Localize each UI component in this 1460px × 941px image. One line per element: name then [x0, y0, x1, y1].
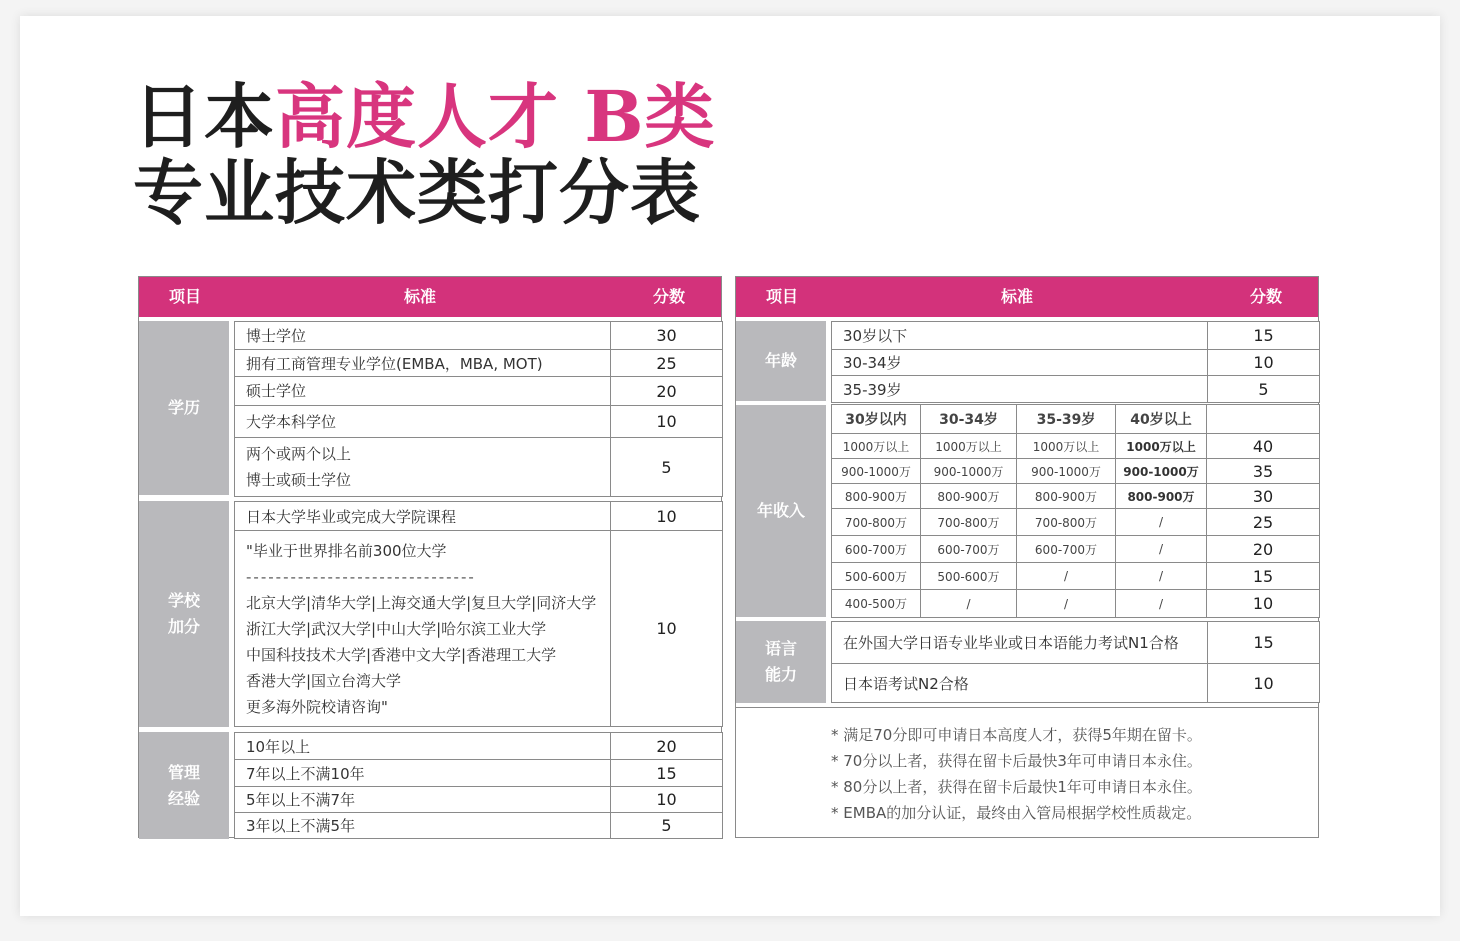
- age-band-header: 35-39岁: [1017, 405, 1116, 433]
- score-cell: 5: [1258, 379, 1269, 399]
- school-group: [234, 501, 723, 727]
- standard-cell: 10年以上: [235, 733, 611, 759]
- score-cell: 10: [656, 506, 677, 526]
- income-cell: /: [1017, 590, 1116, 617]
- table-row: [832, 322, 1319, 349]
- header-item: 项目: [168, 287, 202, 306]
- score-cell: 40: [1252, 436, 1274, 456]
- income-cell: 900-1000万: [1017, 459, 1116, 483]
- score-cell: 20: [656, 736, 677, 756]
- age-band-header: 30-34岁: [921, 405, 1017, 433]
- section-age: 年龄: [736, 321, 826, 401]
- income-cell: 600-700万: [832, 536, 921, 562]
- income-row: [832, 483, 1319, 508]
- table-row: [832, 349, 1319, 375]
- income-row: [832, 589, 1319, 617]
- income-cell: /: [1116, 563, 1207, 589]
- income-cell: 500-600万: [832, 563, 921, 589]
- income-row: [832, 508, 1319, 535]
- notes-area: [736, 707, 1318, 839]
- section-annual-income: 年收入: [736, 405, 826, 617]
- score-cell: 35: [1252, 461, 1274, 481]
- page-title-line2: 专业技术类打分表: [133, 151, 701, 234]
- income-cell: 1000万以上: [1017, 434, 1116, 458]
- section-education: 学历: [139, 321, 229, 495]
- score-cell: 25: [656, 353, 677, 373]
- income-row: [832, 433, 1319, 458]
- score-cell: 10: [1253, 673, 1274, 693]
- header-standard: 标准: [1000, 287, 1034, 306]
- left-table-header: [139, 277, 721, 317]
- standard-cell: 拥有工商管理专业学位(EMBA，MBA, MOT): [235, 350, 611, 376]
- section-school-bonus: 学校 加分: [139, 501, 229, 727]
- table-row: [235, 759, 722, 786]
- income-cell: /: [1116, 536, 1207, 562]
- table-row: [235, 530, 722, 726]
- score-cell: 5: [661, 816, 672, 835]
- title-prefix: 日本: [133, 75, 275, 158]
- table-row: [235, 405, 722, 437]
- table-row: [832, 622, 1319, 663]
- income-row: [832, 562, 1319, 589]
- income-header-row: [832, 405, 1319, 433]
- standard-cell: "毕业于世界排名前300位大学 ------------------------------- 北京大学|清华大学|上海交通大学|复旦大学|同济大学 浙江大学|武汉大学|中山大学|哈尔滨工业大学 中国科技技术大学|香港中文大学|香港理工大学 香港大学|国立台湾大学 更多海外院校请咨询": [235, 531, 611, 726]
- income-cell: 1000万以上: [1116, 434, 1207, 458]
- income-cell: 600-700万: [1017, 536, 1116, 562]
- score-cell: 20: [656, 381, 677, 401]
- standard-cell: 日本大学毕业或完成大学院课程: [235, 502, 611, 530]
- table-row: [235, 322, 722, 349]
- education-group: [234, 321, 723, 497]
- empty-cell: [1207, 405, 1319, 433]
- note-line: * 80分以上者，获得在留卡后最快1年可申请日本永住。: [831, 778, 1202, 796]
- right-table-header: [736, 277, 1318, 317]
- score-cell: 10: [1253, 353, 1274, 372]
- standard-cell: 30-34岁: [832, 350, 1208, 375]
- header-score: 分数: [652, 287, 686, 306]
- standard-cell: 两个或两个以上 博士或硕士学位: [235, 438, 611, 496]
- score-cell: 15: [1252, 566, 1274, 586]
- income-cell: /: [1116, 590, 1207, 617]
- score-cell: 30: [1252, 486, 1274, 506]
- age-band-header: 40岁以上: [1116, 405, 1207, 433]
- table-row: [235, 376, 722, 405]
- note-line: * 满足70分即可申请日本高度人才，获得5年期在留卡。: [831, 726, 1202, 744]
- note-line: * EMBA的加分认证，最终由入管局根据学校性质裁定。: [831, 804, 1202, 822]
- score-cell: 15: [1253, 326, 1274, 345]
- section-language-ability: 语言 能力: [736, 621, 826, 703]
- experience-group: [234, 732, 723, 839]
- score-cell: 5: [661, 457, 672, 477]
- income-cell: 800-900万: [1017, 484, 1116, 508]
- standard-cell: 30岁以下: [832, 322, 1208, 349]
- table-row: [235, 349, 722, 376]
- income-cell: /: [921, 590, 1017, 617]
- income-cell: /: [1017, 563, 1116, 589]
- income-row: [832, 458, 1319, 483]
- table-row: [235, 733, 722, 759]
- age-band-header: 30岁以内: [832, 405, 921, 433]
- standard-cell: 35-39岁: [832, 376, 1208, 402]
- income-cell: 900-1000万: [832, 459, 921, 483]
- income-cell: 900-1000万: [1116, 459, 1207, 483]
- table-row: [235, 812, 722, 838]
- page-title-line1: [133, 75, 716, 158]
- income-cell: /: [1116, 509, 1207, 535]
- standard-cell: 7年以上不满10年: [235, 760, 611, 786]
- income-cell: 500-600万: [921, 563, 1017, 589]
- income-cell: 700-800万: [1017, 509, 1116, 535]
- standard-cell: 大学本科学位: [235, 406, 611, 437]
- table-row: [235, 502, 722, 530]
- income-cell: 1000万以上: [832, 434, 921, 458]
- header-item: 项目: [765, 287, 799, 306]
- language-group: [831, 621, 1320, 703]
- standard-cell: 5年以上不满7年: [235, 787, 611, 812]
- score-cell: 10: [1252, 594, 1274, 613]
- income-cell: 700-800万: [832, 509, 921, 535]
- header-standard: 标准: [403, 287, 437, 306]
- income-row: [832, 535, 1319, 562]
- section-management-experience: 管理 经验: [139, 732, 229, 839]
- income-grid: [831, 404, 1320, 618]
- score-cell: 20: [1252, 539, 1274, 559]
- score-cell: 10: [656, 619, 677, 638]
- title-accent: 高度人才 B类: [275, 75, 716, 158]
- income-cell: 700-800万: [921, 509, 1017, 535]
- table-row: [832, 663, 1319, 702]
- score-cell: 15: [1253, 633, 1274, 652]
- header-score: 分数: [1249, 287, 1283, 306]
- standard-cell: 3年以上不满5年: [235, 813, 611, 838]
- score-cell: 30: [656, 326, 677, 345]
- right-score-table: [735, 276, 1319, 838]
- income-cell: 600-700万: [921, 536, 1017, 562]
- left-score-table: [138, 276, 722, 838]
- income-cell: 1000万以上: [921, 434, 1017, 458]
- score-cell: 10: [656, 412, 677, 431]
- income-cell: 800-900万: [832, 484, 921, 508]
- standard-cell: 博士学位: [235, 322, 611, 349]
- table-row: [235, 786, 722, 812]
- score-cell: 15: [656, 763, 677, 783]
- income-cell: 800-900万: [1116, 484, 1207, 508]
- standard-cell: 日本语考试N2合格: [832, 664, 1208, 702]
- score-cell: 25: [1252, 512, 1274, 532]
- table-row: [235, 437, 722, 496]
- income-cell: 900-1000万: [921, 459, 1017, 483]
- income-cell: 400-500万: [832, 590, 921, 617]
- table-row: [832, 375, 1319, 402]
- note-line: * 70分以上者，获得在留卡后最快3年可申请日本永住。: [831, 752, 1202, 770]
- standard-cell: 硕士学位: [235, 377, 611, 405]
- score-cell: 10: [656, 790, 677, 809]
- age-group: [831, 321, 1320, 403]
- income-cell: 800-900万: [921, 484, 1017, 508]
- standard-cell: 在外国大学日语专业毕业或日本语能力考试N1合格: [832, 622, 1208, 663]
